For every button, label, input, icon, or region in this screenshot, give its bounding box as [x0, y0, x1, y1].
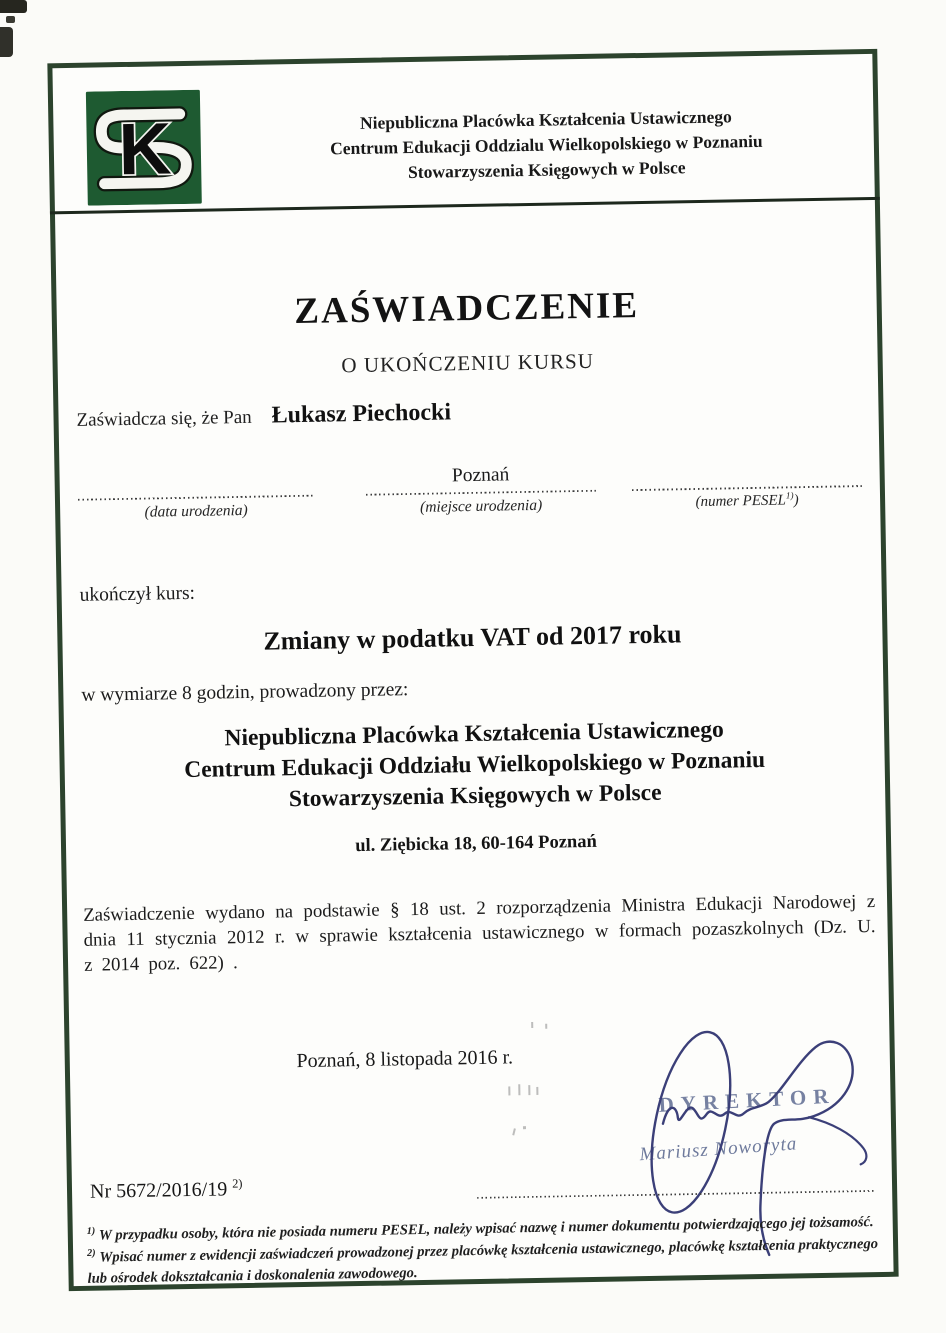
footnotes: [87, 1212, 882, 1291]
certificate-subtitle: O UKOŃCZENIU KURSU: [341, 348, 595, 378]
field-birth-place: [365, 463, 596, 518]
scan-artifact: [0, 0, 27, 13]
birth-place-label: (miejsce urodzenia): [419, 496, 543, 516]
scan-artifact: [0, 27, 13, 57]
legal-basis-paragraph: Zaświadczenie wydano na podstawie § 18 ust. 2 rozporządzenia Ministra Edukacji Narodowej z dnia 11 stycznia 2012 r. w sprawie kształcenia ustawicznego w formach pozaszkolnych (Dz. U. z 2014 poz. 622) .: [83, 891, 876, 976]
certificate-number: Nr 5672/2016/19 $^{2)}$: [89, 1176, 243, 1203]
recipient-prefix: Zaświadcza się, że Pan: [76, 406, 252, 431]
footnote-1: $^{1)}$ W przypadku osoby, która nie posiada numeru PESEL, należy wpisać nazwę i numer dokumentu potwierdzającego jej tożsamość.: [86, 1214, 874, 1244]
pencil-mark: [536, 1087, 538, 1095]
course-duration: w wymiarze 8 godzin, prowadzony przez:: [81, 679, 409, 706]
course-title: Zmiany w podatku VAT od 2017 roku: [263, 619, 682, 656]
pencil-mark: [512, 1128, 516, 1135]
provider-name: [64, 712, 885, 819]
issue-date: Poznań, 8 listopada 2016 r.: [296, 1046, 514, 1073]
footnote-2: $^{2)}$ Wpisać numer z ewidencji zaświadczeń prowadzonej przez placówkę kształcenia ustawicznego, placówkę kształcenia praktycznego lub ośrodek dokształcania i doskonalenia zawodowego.: [87, 1236, 879, 1287]
field-birth-date: [77, 468, 314, 523]
recipient-name: Łukasz Piechocki: [271, 399, 452, 429]
director-stamp-name: Mariusz Noworyta: [638, 1133, 798, 1166]
birth-date-label: (data urodzenia): [144, 501, 248, 521]
recipient-line: [76, 399, 451, 433]
header-organization: [248, 102, 844, 187]
pencil-mark: [528, 1085, 530, 1095]
pesel-value: [631, 458, 861, 488]
provider-line: Niepubliczna Placówka Kształcenia Ustawicznego: [224, 716, 724, 752]
scan-artifact: [6, 16, 15, 23]
pencil-mark: [531, 1022, 533, 1028]
header-line: Centrum Edukacji Oddzialu Wielkopolskiego w Poznaniu: [329, 130, 763, 159]
header-line: Stowarzyszenia Księgowych w Polsce: [407, 157, 686, 183]
birth-date-value: [77, 468, 313, 498]
logo-monogram-k: K: [117, 108, 173, 191]
skwp-logo-icon: [83, 90, 205, 206]
pencil-mark: [545, 1024, 547, 1029]
pesel-label: (numer PESEL$^{1)}$): [695, 491, 799, 511]
birth-place-value: Poznań: [451, 464, 510, 487]
header-line: Niepubliczna Placówka Kształcenia Ustawicznego: [359, 106, 732, 133]
pencil-mark: [508, 1086, 510, 1095]
certificate-frame: [47, 49, 898, 1291]
pencil-mark: [523, 1126, 526, 1129]
director-stamp-title: DYREKTOR: [658, 1083, 837, 1117]
certificate-title: ZAŚWIADCZENIE: [294, 285, 640, 333]
provider-line: Centrum Edukacji Oddziału Wielkopolskiego w Poznaniu: [184, 746, 766, 784]
pencil-mark: [518, 1084, 520, 1095]
provider-line: Stowarzyszenia Księgowych w Polsce: [288, 779, 662, 813]
course-intro: ukończył kurs:: [79, 582, 196, 606]
provider-address: ul. Ziębicka 18, 60-164 Poznań: [355, 831, 597, 857]
field-pesel: [631, 458, 862, 512]
